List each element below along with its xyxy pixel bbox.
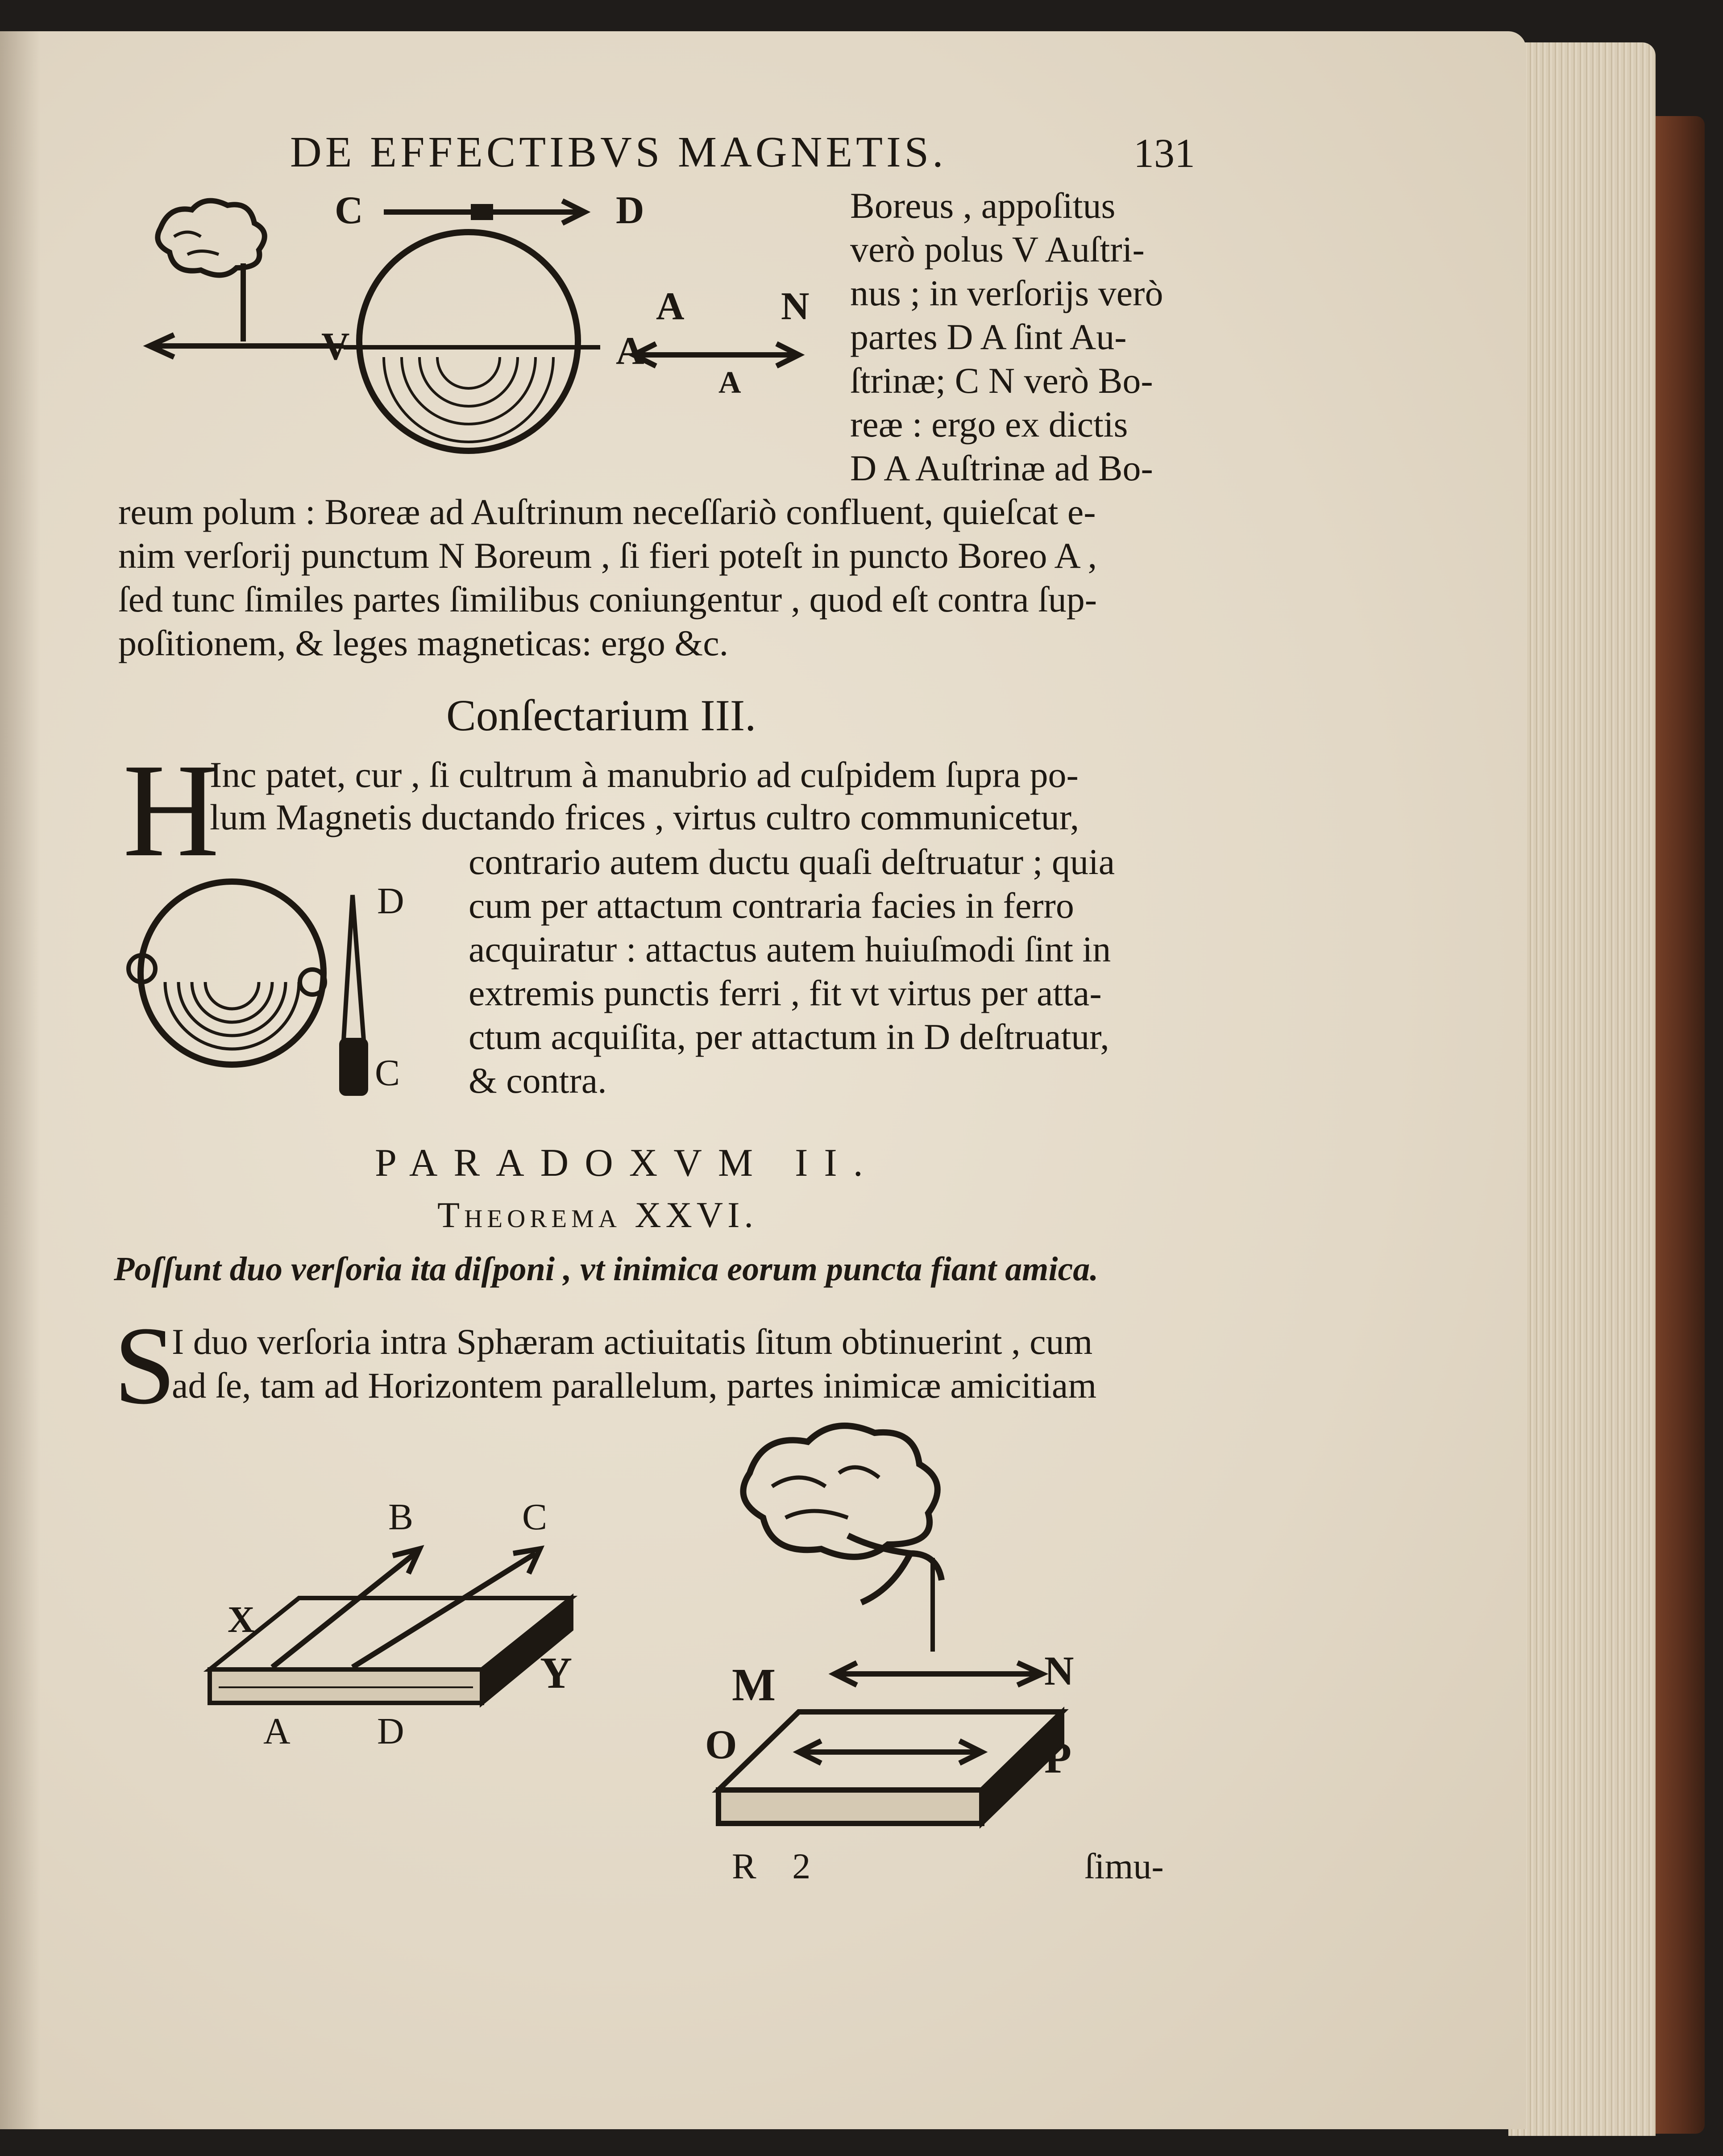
fig4-label-p: P	[1044, 1733, 1072, 1782]
text-line: extremis punctis ferri , fit vt virtus per atta-	[469, 973, 1102, 1013]
consectarium-heading: Conſectarium III.	[446, 691, 756, 740]
text-line: verò polus V Auſtri-	[850, 229, 1145, 270]
fig3-label-c: C	[522, 1496, 548, 1538]
fig1-label-c: C	[335, 189, 363, 232]
fig1-label-n: N	[781, 285, 810, 328]
text-line: ad ſe, tam ad Horizontem parallelum, partes inimicæ amicitiam	[172, 1365, 1097, 1406]
dropcap-s: S	[114, 1304, 176, 1428]
fig3-label-y: Y	[540, 1648, 573, 1698]
figure-magnet-knife	[120, 875, 469, 1107]
text-line: contrario autem ductu quaſi deſtruatur ; quia	[469, 841, 1115, 882]
text-line: nus ; in verſorijs verò	[850, 273, 1163, 313]
fig4-label-o: O	[705, 1722, 737, 1767]
paradoxum-heading: PARADOXVM II.	[375, 1141, 879, 1185]
text-line: partes D A ſint Au-	[850, 316, 1127, 357]
fig3-label-d: D	[377, 1711, 404, 1752]
catchword: ſimu-	[1084, 1846, 1164, 1886]
page-block-edge	[1508, 42, 1656, 2136]
fig1-label-v: V	[321, 325, 350, 368]
page-gutter-shadow	[0, 31, 40, 2129]
fig4-label-m: M	[732, 1659, 776, 1711]
dropcap-h: H	[123, 736, 220, 884]
fig2-label-d: D	[377, 880, 404, 922]
fig3-label-b: B	[388, 1496, 414, 1538]
fig3-label-x: X	[228, 1599, 255, 1640]
fig1-label-d: D	[616, 189, 644, 232]
text-line: reum polum : Boreæ ad Auſtrinum neceſſariò confluent, quieſcat e-	[118, 491, 1096, 532]
text-line: poſitionem, & leges magneticas: ergo &c.	[118, 623, 729, 663]
theorema-heading: Theorema XXVI.	[437, 1195, 758, 1235]
text-line: reæ : ergo ex dictis	[850, 404, 1128, 445]
running-head: DE EFFECTIBVS MAGNETIS.	[290, 128, 947, 176]
fig4-label-n: N	[1044, 1648, 1074, 1694]
figure-sphere-versoria	[134, 187, 848, 491]
text-line: Boreus , appoſitus	[850, 185, 1116, 226]
fig1-label-a3: A	[718, 366, 741, 400]
text-line: ſed tunc ſimiles partes ſimilibus coniungentur , quod eſt contra ſup-	[118, 579, 1097, 620]
fig1-label-a2: A	[656, 285, 685, 328]
fig3-label-a: A	[263, 1711, 291, 1752]
text-line: cum per attactum contraria facies in ferro	[469, 885, 1074, 926]
signature-mark: R 2	[732, 1846, 811, 1886]
fig1-label-a1: A	[616, 329, 644, 373]
theorema-statement: Poſſunt duo verſoria ita diſponi , vt inimica eorum puncta fiant amica.	[114, 1250, 1099, 1288]
text-line: acquiratur : attactus autem huiuſmodi ſint in	[469, 929, 1111, 970]
fig2-label-c: C	[375, 1052, 400, 1094]
text-line: ctum acquiſita, per attactum in D deſtruatur,	[469, 1016, 1109, 1057]
text-line: ſtrinæ; C N verò Bo-	[850, 360, 1153, 401]
text-line: Inc patet, cur , ſi cultrum à manubrio ad cuſpidem ſupra po-	[210, 754, 1079, 795]
page-number: 131	[1133, 130, 1195, 176]
text-line: & contra.	[469, 1060, 607, 1101]
text-line: D A Auſtrinæ ad Bo-	[850, 448, 1153, 488]
text-line: nim verſorij punctum N Boreum , ſi fieri poteſt in puncto Boreo A ,	[118, 535, 1097, 576]
text-line: I duo verſoria intra Sphæram actiuitatis ſitum obtinuerint , cum	[172, 1321, 1093, 1362]
text-line: lum Magnetis ductando frices , virtus cultro communicetur,	[210, 797, 1079, 837]
